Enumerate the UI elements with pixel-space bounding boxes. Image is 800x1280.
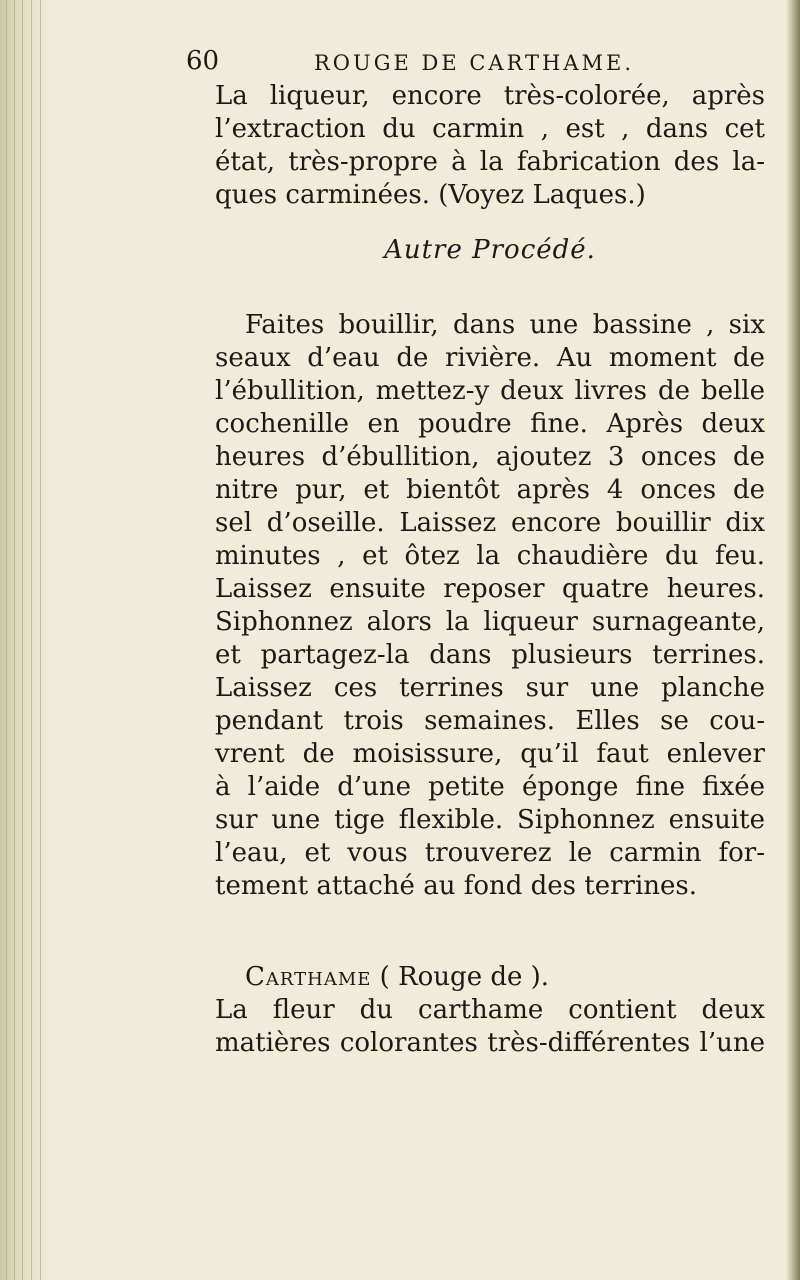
paragraph-intro bbox=[215, 80, 765, 212]
paragraph-procedure bbox=[215, 309, 765, 903]
text-line: heures d’ébullition, ajoutez 3 onces de bbox=[215, 442, 765, 472]
paragraph-carthame bbox=[215, 961, 765, 1060]
text-line: l’eau, et vous trouverez le carmin for- bbox=[215, 838, 765, 868]
text-line: et partagez-la dans plusieurs terrines. bbox=[215, 640, 765, 670]
gutter-line bbox=[14, 0, 15, 1280]
paragraph-gap bbox=[215, 903, 765, 961]
text-line: l’ébullition, mettez-y deux livres de belle bbox=[215, 376, 765, 406]
text-line: Faites bouillir, dans une bassine , six bbox=[245, 310, 765, 340]
text-line: sur une tige flexible. Siphonnez ensuite bbox=[215, 805, 765, 835]
text-line: vrent de moisissure, qu’il faut enlever bbox=[215, 739, 765, 769]
text-line: Laissez ensuite reposer quatre heures. bbox=[215, 574, 765, 604]
text-line: pendant trois semaines. Elles se cou- bbox=[215, 706, 765, 736]
text-line: l’extraction du carmin , est , dans cet bbox=[215, 114, 765, 144]
gutter-line bbox=[40, 0, 41, 1280]
page-number: 60 bbox=[186, 46, 220, 76]
text-line: La liqueur, encore très-colorée, après bbox=[215, 81, 765, 111]
text-line: matières colorantes très-différentes l’une bbox=[215, 1028, 765, 1058]
text-line: tement attaché au fond des terrines. bbox=[215, 871, 698, 901]
text-line: à l’aide d’une petite éponge fine fixée bbox=[215, 772, 765, 802]
gutter-line bbox=[31, 0, 32, 1280]
entry-title-line bbox=[215, 961, 765, 994]
text-line: Laissez ces terrines sur une planche bbox=[215, 673, 765, 703]
text-line: seaux d’eau de rivière. Au moment de bbox=[215, 343, 765, 373]
binding-gutter bbox=[0, 0, 48, 1280]
page-header bbox=[186, 44, 746, 78]
text-line: état, très-propre à la fabrication des la- bbox=[215, 147, 765, 177]
entry-title-suffix: ( Rouge de ). bbox=[371, 962, 550, 992]
text-line: ques carminées. (Voyez Laques.) bbox=[215, 180, 646, 210]
text-line: La fleur du carthame contient deux bbox=[215, 995, 765, 1025]
gutter-line bbox=[22, 0, 23, 1280]
text-line: cochenille en poudre fine. Après deux bbox=[215, 409, 765, 439]
gutter-line bbox=[6, 0, 7, 1280]
text-line: minutes , et ôtez la chaudière du feu. bbox=[215, 541, 765, 571]
body-text bbox=[215, 80, 765, 1060]
running-head: ROUGE DE CARTHAME. bbox=[314, 51, 635, 75]
section-heading: Autre Procédé. bbox=[384, 235, 596, 265]
page-edge bbox=[786, 0, 800, 1280]
text-line: sel d’oseille. Laissez encore bouillir dix bbox=[215, 508, 765, 538]
text-line: Siphonnez alors la liqueur surnageante, bbox=[215, 607, 765, 637]
entry-title: Carthame bbox=[245, 962, 372, 992]
text-line: nitre pur, et bientôt après 4 onces de bbox=[215, 475, 765, 505]
